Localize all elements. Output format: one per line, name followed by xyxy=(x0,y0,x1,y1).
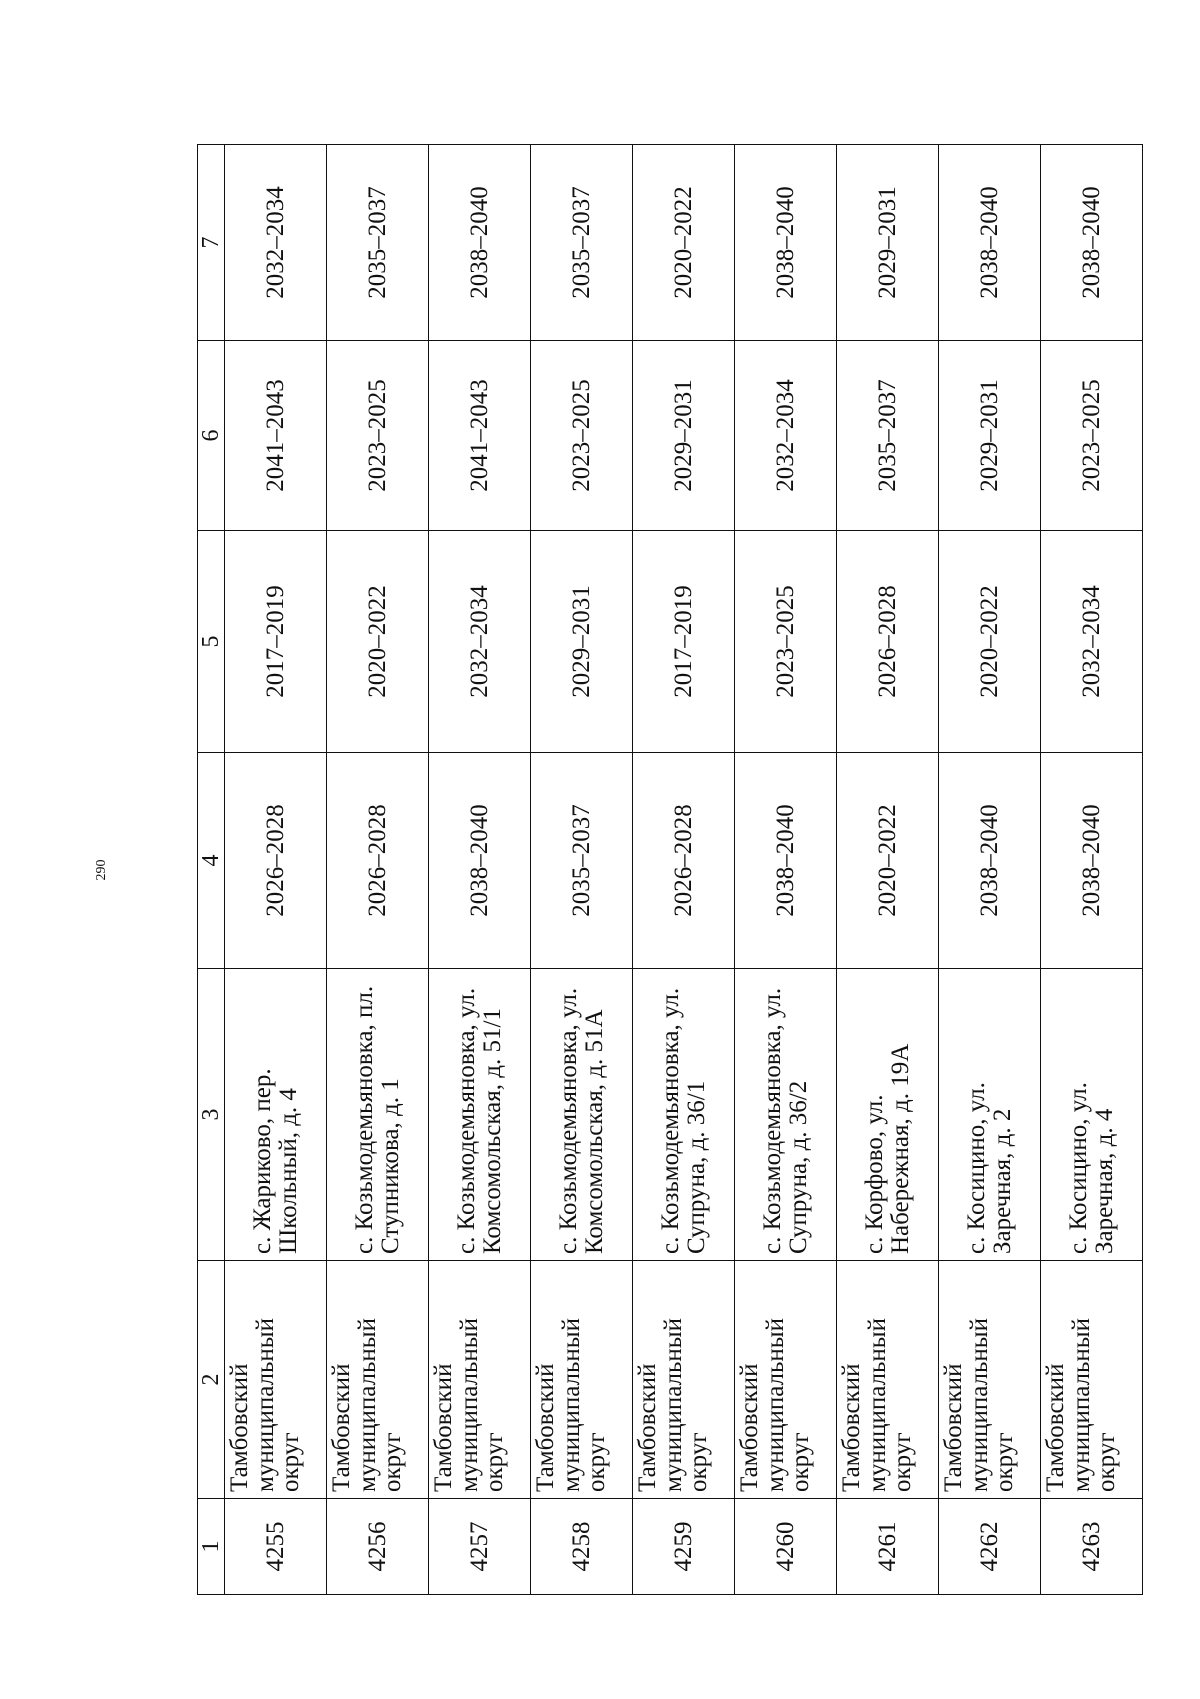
schedule-table xyxy=(197,144,1143,1595)
period-cell-col4: 2026–2028 xyxy=(225,753,327,969)
district-cell: Тамбовский муниципальный округ xyxy=(735,1261,837,1499)
row-number: 4255 xyxy=(225,1499,327,1595)
period-cell-col5: 2020–2022 xyxy=(939,531,1041,753)
district-cell: Тамбовский муниципальный округ xyxy=(633,1261,735,1499)
period-cell-col7: 2029–2031 xyxy=(837,145,939,341)
table-row xyxy=(531,145,633,1595)
table-row xyxy=(1041,145,1143,1595)
address-cell: с. Косицино, ул. Заречная, д. 4 xyxy=(1041,969,1143,1261)
period-cell-col6: 2023–2025 xyxy=(327,341,429,531)
district-cell: Тамбовский муниципальный округ xyxy=(327,1261,429,1499)
row-number: 4258 xyxy=(531,1499,633,1595)
row-number: 4260 xyxy=(735,1499,837,1595)
page-number: 290 xyxy=(94,859,109,881)
table-row xyxy=(735,145,837,1595)
period-cell-col5: 2017–2019 xyxy=(633,531,735,753)
period-cell-col7: 2020–2022 xyxy=(633,145,735,341)
district-cell: Тамбовский муниципальный округ xyxy=(939,1261,1041,1499)
address-cell: с. Корфово, ул. Набережная, д. 19А xyxy=(837,969,939,1261)
header-cell: 6 xyxy=(198,341,225,531)
period-cell-col6: 2029–2031 xyxy=(939,341,1041,531)
period-cell-col7: 2032–2034 xyxy=(225,145,327,341)
period-cell-col7: 2038–2040 xyxy=(1041,145,1143,341)
address-cell: с. Косицино, ул. Заречная, д. 2 xyxy=(939,969,1041,1261)
header-cell: 5 xyxy=(198,531,225,753)
period-cell-col5: 2017–2019 xyxy=(225,531,327,753)
address-cell: с. Козьмодемьяновка, пл. Ступникова, д. 1 xyxy=(327,969,429,1261)
period-cell-col4: 2026–2028 xyxy=(327,753,429,969)
row-number: 4261 xyxy=(837,1499,939,1595)
address-cell: с. Козьмодемьяновка, ул. Комсомольская, д. 51А xyxy=(531,969,633,1261)
period-cell-col7: 2038–2040 xyxy=(735,145,837,341)
district-cell: Тамбовский муниципальный округ xyxy=(531,1261,633,1499)
table-row xyxy=(633,145,735,1595)
period-cell-col5: 2029–2031 xyxy=(531,531,633,753)
period-cell-col5: 2023–2025 xyxy=(735,531,837,753)
header-cell: 4 xyxy=(198,753,225,969)
district-cell: Тамбовский муниципальный округ xyxy=(225,1261,327,1499)
district-cell: Тамбовский муниципальный округ xyxy=(1041,1261,1143,1499)
period-cell-col4: 2038–2040 xyxy=(1041,753,1143,969)
period-cell-col5: 2032–2034 xyxy=(1041,531,1143,753)
period-cell-col5: 2026–2028 xyxy=(837,531,939,753)
header-cell: 1 xyxy=(198,1499,225,1595)
row-number: 4257 xyxy=(429,1499,531,1595)
address-cell: с. Козьмодемьяновка, ул. Супруна, д. 36/1 xyxy=(633,969,735,1261)
period-cell-col4: 2038–2040 xyxy=(735,753,837,969)
table-row xyxy=(939,145,1041,1595)
period-cell-col5: 2020–2022 xyxy=(327,531,429,753)
table-row xyxy=(327,145,429,1595)
period-cell-col6: 2023–2025 xyxy=(1041,341,1143,531)
header-cell: 7 xyxy=(198,145,225,341)
address-cell: с. Козьмодемьяновка, ул. Комсомольская, д. 51/1 xyxy=(429,969,531,1261)
period-cell-col6: 2035–2037 xyxy=(837,341,939,531)
table-row xyxy=(837,145,939,1595)
period-cell-col7: 2035–2037 xyxy=(327,145,429,341)
period-cell-col6: 2041–2043 xyxy=(225,341,327,531)
period-cell-col4: 2026–2028 xyxy=(633,753,735,969)
row-number: 4256 xyxy=(327,1499,429,1595)
district-cell: Тамбовский муниципальный округ xyxy=(429,1261,531,1499)
period-cell-col6: 2029–2031 xyxy=(633,341,735,531)
table-row xyxy=(225,145,327,1595)
header-cell: 2 xyxy=(198,1261,225,1499)
row-number: 4263 xyxy=(1041,1499,1143,1595)
address-cell: с. Козьмодемьяновка, ул. Супруна, д. 36/2 xyxy=(735,969,837,1261)
header-cell: 3 xyxy=(198,969,225,1261)
row-number: 4259 xyxy=(633,1499,735,1595)
period-cell-col4: 2020–2022 xyxy=(837,753,939,969)
period-cell-col7: 2038–2040 xyxy=(429,145,531,341)
row-number: 4262 xyxy=(939,1499,1041,1595)
rotated-table-frame xyxy=(197,145,1120,1595)
district-cell: Тамбовский муниципальный округ xyxy=(837,1261,939,1499)
period-cell-col4: 2035–2037 xyxy=(531,753,633,969)
table-container xyxy=(197,145,1120,1595)
period-cell-col5: 2032–2034 xyxy=(429,531,531,753)
period-cell-col4: 2038–2040 xyxy=(939,753,1041,969)
period-cell-col6: 2023–2025 xyxy=(531,341,633,531)
period-cell-col4: 2038–2040 xyxy=(429,753,531,969)
period-cell-col7: 2038–2040 xyxy=(939,145,1041,341)
period-cell-col6: 2041–2043 xyxy=(429,341,531,531)
table-row xyxy=(429,145,531,1595)
period-cell-col6: 2032–2034 xyxy=(735,341,837,531)
period-cell-col7: 2035–2037 xyxy=(531,145,633,341)
address-cell: с. Жариково, пер. Школьный, д. 4 xyxy=(225,969,327,1261)
header-row xyxy=(198,145,225,1595)
